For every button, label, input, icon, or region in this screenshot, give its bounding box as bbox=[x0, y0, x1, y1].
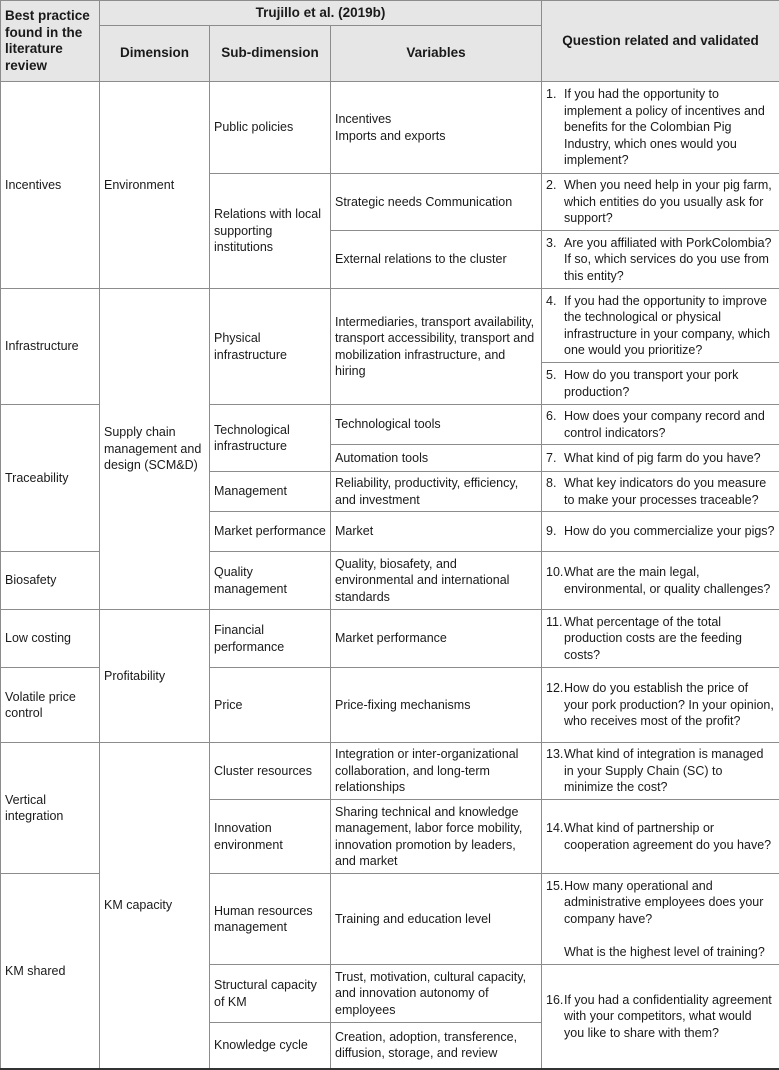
best-practice-cell: Biosafety bbox=[1, 552, 100, 610]
question-number: 9. bbox=[546, 523, 564, 540]
question-cell bbox=[542, 363, 779, 405]
question-number: 14. bbox=[546, 820, 564, 853]
sub-dimension-cell: Quality management bbox=[210, 552, 331, 610]
header-variables: Variables bbox=[331, 26, 542, 82]
question-text: What kind of pig farm do you have? bbox=[564, 450, 775, 467]
question-number: 12. bbox=[546, 680, 564, 730]
variables-cell: Quality, biosafety, and environmental and international standards bbox=[331, 552, 542, 610]
question-cell bbox=[542, 965, 779, 1069]
question-cell bbox=[542, 231, 779, 289]
question-cell bbox=[542, 668, 779, 743]
question-number: 3. bbox=[546, 235, 564, 285]
header-dimension: Dimension bbox=[100, 26, 210, 82]
sub-dimension-cell: Management bbox=[210, 472, 331, 512]
question-cell bbox=[542, 405, 779, 445]
question-text: What is the highest level of training? bbox=[564, 945, 765, 959]
question-number: 5. bbox=[546, 367, 564, 400]
variables-cell: Market bbox=[331, 512, 542, 552]
dimension-cell: Environment bbox=[100, 82, 210, 289]
question-cell bbox=[542, 800, 779, 874]
dimension-cell: Profitability bbox=[100, 610, 210, 743]
question-number: 4. bbox=[546, 293, 564, 359]
question-text: How does your company record and control indicators? bbox=[564, 408, 775, 441]
question-text: If you had the opportunity to implement a policy of incentives and benefits for the Colombian Pig Industry, which ones would you implement? bbox=[564, 86, 775, 169]
sub-dimension-cell: Knowledge cycle bbox=[210, 1023, 331, 1069]
variables-cell: Trust, motivation, cultural capacity, and innovation autonomy of employees bbox=[331, 965, 542, 1023]
question-cell bbox=[542, 445, 779, 472]
question-cell bbox=[542, 552, 779, 610]
variables-cell: Technological tools bbox=[331, 405, 542, 445]
best-practice-cell: Volatile price control bbox=[1, 668, 100, 743]
question-cell bbox=[542, 174, 779, 231]
dimension-cell: Supply chain management and design (SCM&D) bbox=[100, 289, 210, 610]
sub-dimension-cell: Public policies bbox=[210, 82, 331, 174]
question-text: How do you establish the price of your pork production? In your opinion, who receives most of the profit? bbox=[564, 680, 775, 730]
variables-cell: Intermediaries, transport availability, transport accessibility, transport and mobilization infrastructure, and hiring bbox=[331, 289, 542, 405]
best-practice-cell: Infrastructure bbox=[1, 289, 100, 405]
best-practice-cell: Vertical integration bbox=[1, 743, 100, 874]
question-text: How many operational and administrative employees does your company have? bbox=[564, 879, 763, 926]
question-text: If you had the opportunity to improve the technological or physical infrastructure in your company, which one would you prioritize? bbox=[564, 293, 775, 359]
sub-dimension-cell: Financial performance bbox=[210, 610, 331, 668]
question-number: 16. bbox=[546, 992, 564, 1042]
question-text: How do you commercialize your pigs? bbox=[564, 523, 775, 540]
question-number: 7. bbox=[546, 450, 564, 467]
question-text: Are you affiliated with PorkColombia? If so, which services do you use from this entity? bbox=[564, 235, 775, 285]
variable-text: Incentives bbox=[335, 112, 391, 126]
header-sub-dimension: Sub-dimension bbox=[210, 26, 331, 82]
sub-dimension-cell: Innovation environment bbox=[210, 800, 331, 874]
variables-cell bbox=[331, 82, 542, 174]
header-best-practice: Best practice found in the literature review bbox=[1, 1, 100, 82]
question-number: 11. bbox=[546, 614, 564, 664]
best-practice-cell: KM shared bbox=[1, 874, 100, 1069]
variables-cell: Integration or inter-organizational collaboration, and long-term relationships bbox=[331, 743, 542, 800]
sub-dimension-cell: Price bbox=[210, 668, 331, 743]
variable-text: Imports and exports bbox=[335, 129, 445, 143]
sub-dimension-cell: Structural capacity of KM bbox=[210, 965, 331, 1023]
variables-cell: Training and education level bbox=[331, 874, 542, 965]
sub-dimension-cell: Relations with local supporting institutions bbox=[210, 174, 331, 289]
question-cell bbox=[542, 512, 779, 552]
dimension-cell: KM capacity bbox=[100, 743, 210, 1069]
variables-cell: Sharing technical and knowledge management, labor force mobility, innovation promotion by leaders, and market bbox=[331, 800, 542, 874]
question-cell bbox=[542, 472, 779, 512]
question-number: 6. bbox=[546, 408, 564, 441]
sub-dimension-cell: Market performance bbox=[210, 512, 331, 552]
sub-dimension-cell: Physical infrastructure bbox=[210, 289, 331, 405]
header-group: Trujillo et al. (2019b) bbox=[100, 1, 542, 26]
question-text: How do you transport your pork production? bbox=[564, 367, 775, 400]
best-practice-cell: Incentives bbox=[1, 82, 100, 289]
question-cell bbox=[542, 82, 779, 174]
variables-cell: External relations to the cluster bbox=[331, 231, 542, 289]
question-number: 15. bbox=[546, 878, 564, 961]
question-text: What are the main legal, environmental, or quality challenges? bbox=[564, 564, 775, 597]
variables-cell: Automation tools bbox=[331, 445, 542, 472]
question-text: What percentage of the total production costs are the feeding costs? bbox=[564, 614, 775, 664]
question-text: When you need help in your pig farm, which entities do you usually ask for support? bbox=[564, 177, 775, 227]
best-practice-cell: Low costing bbox=[1, 610, 100, 668]
question-text: What key indicators do you measure to make your processes traceable? bbox=[564, 475, 775, 508]
question-number: 8. bbox=[546, 475, 564, 508]
variables-cell: Creation, adoption, transference, diffusion, storage, and review bbox=[331, 1023, 542, 1069]
variables-cell: Reliability, productivity, efficiency, and investment bbox=[331, 472, 542, 512]
best-practice-cell: Traceability bbox=[1, 405, 100, 552]
question-text: What kind of partnership or cooperation agreement do you have? bbox=[564, 820, 775, 853]
question-cell bbox=[542, 743, 779, 800]
variables-cell: Price-fixing mechanisms bbox=[331, 668, 542, 743]
question-text: If you had a confidentiality agreement with your competitors, what would you like to share with them? bbox=[564, 992, 775, 1042]
header-question: Question related and validated bbox=[542, 1, 779, 82]
sub-dimension-cell: Human resources management bbox=[210, 874, 331, 965]
question-number: 10. bbox=[546, 564, 564, 597]
question-number: 2. bbox=[546, 177, 564, 227]
sub-dimension-cell: Technological infrastructure bbox=[210, 405, 331, 472]
variables-cell: Market performance bbox=[331, 610, 542, 668]
question-cell bbox=[542, 610, 779, 668]
question-cell bbox=[542, 289, 779, 363]
question-number: 1. bbox=[546, 86, 564, 169]
question-cell bbox=[542, 874, 779, 965]
variables-cell: Strategic needs Communication bbox=[331, 174, 542, 231]
sub-dimension-cell: Cluster resources bbox=[210, 743, 331, 800]
question-number: 13. bbox=[546, 746, 564, 796]
question-text: What kind of integration is managed in your Supply Chain (SC) to minimize the cost? bbox=[564, 746, 775, 796]
